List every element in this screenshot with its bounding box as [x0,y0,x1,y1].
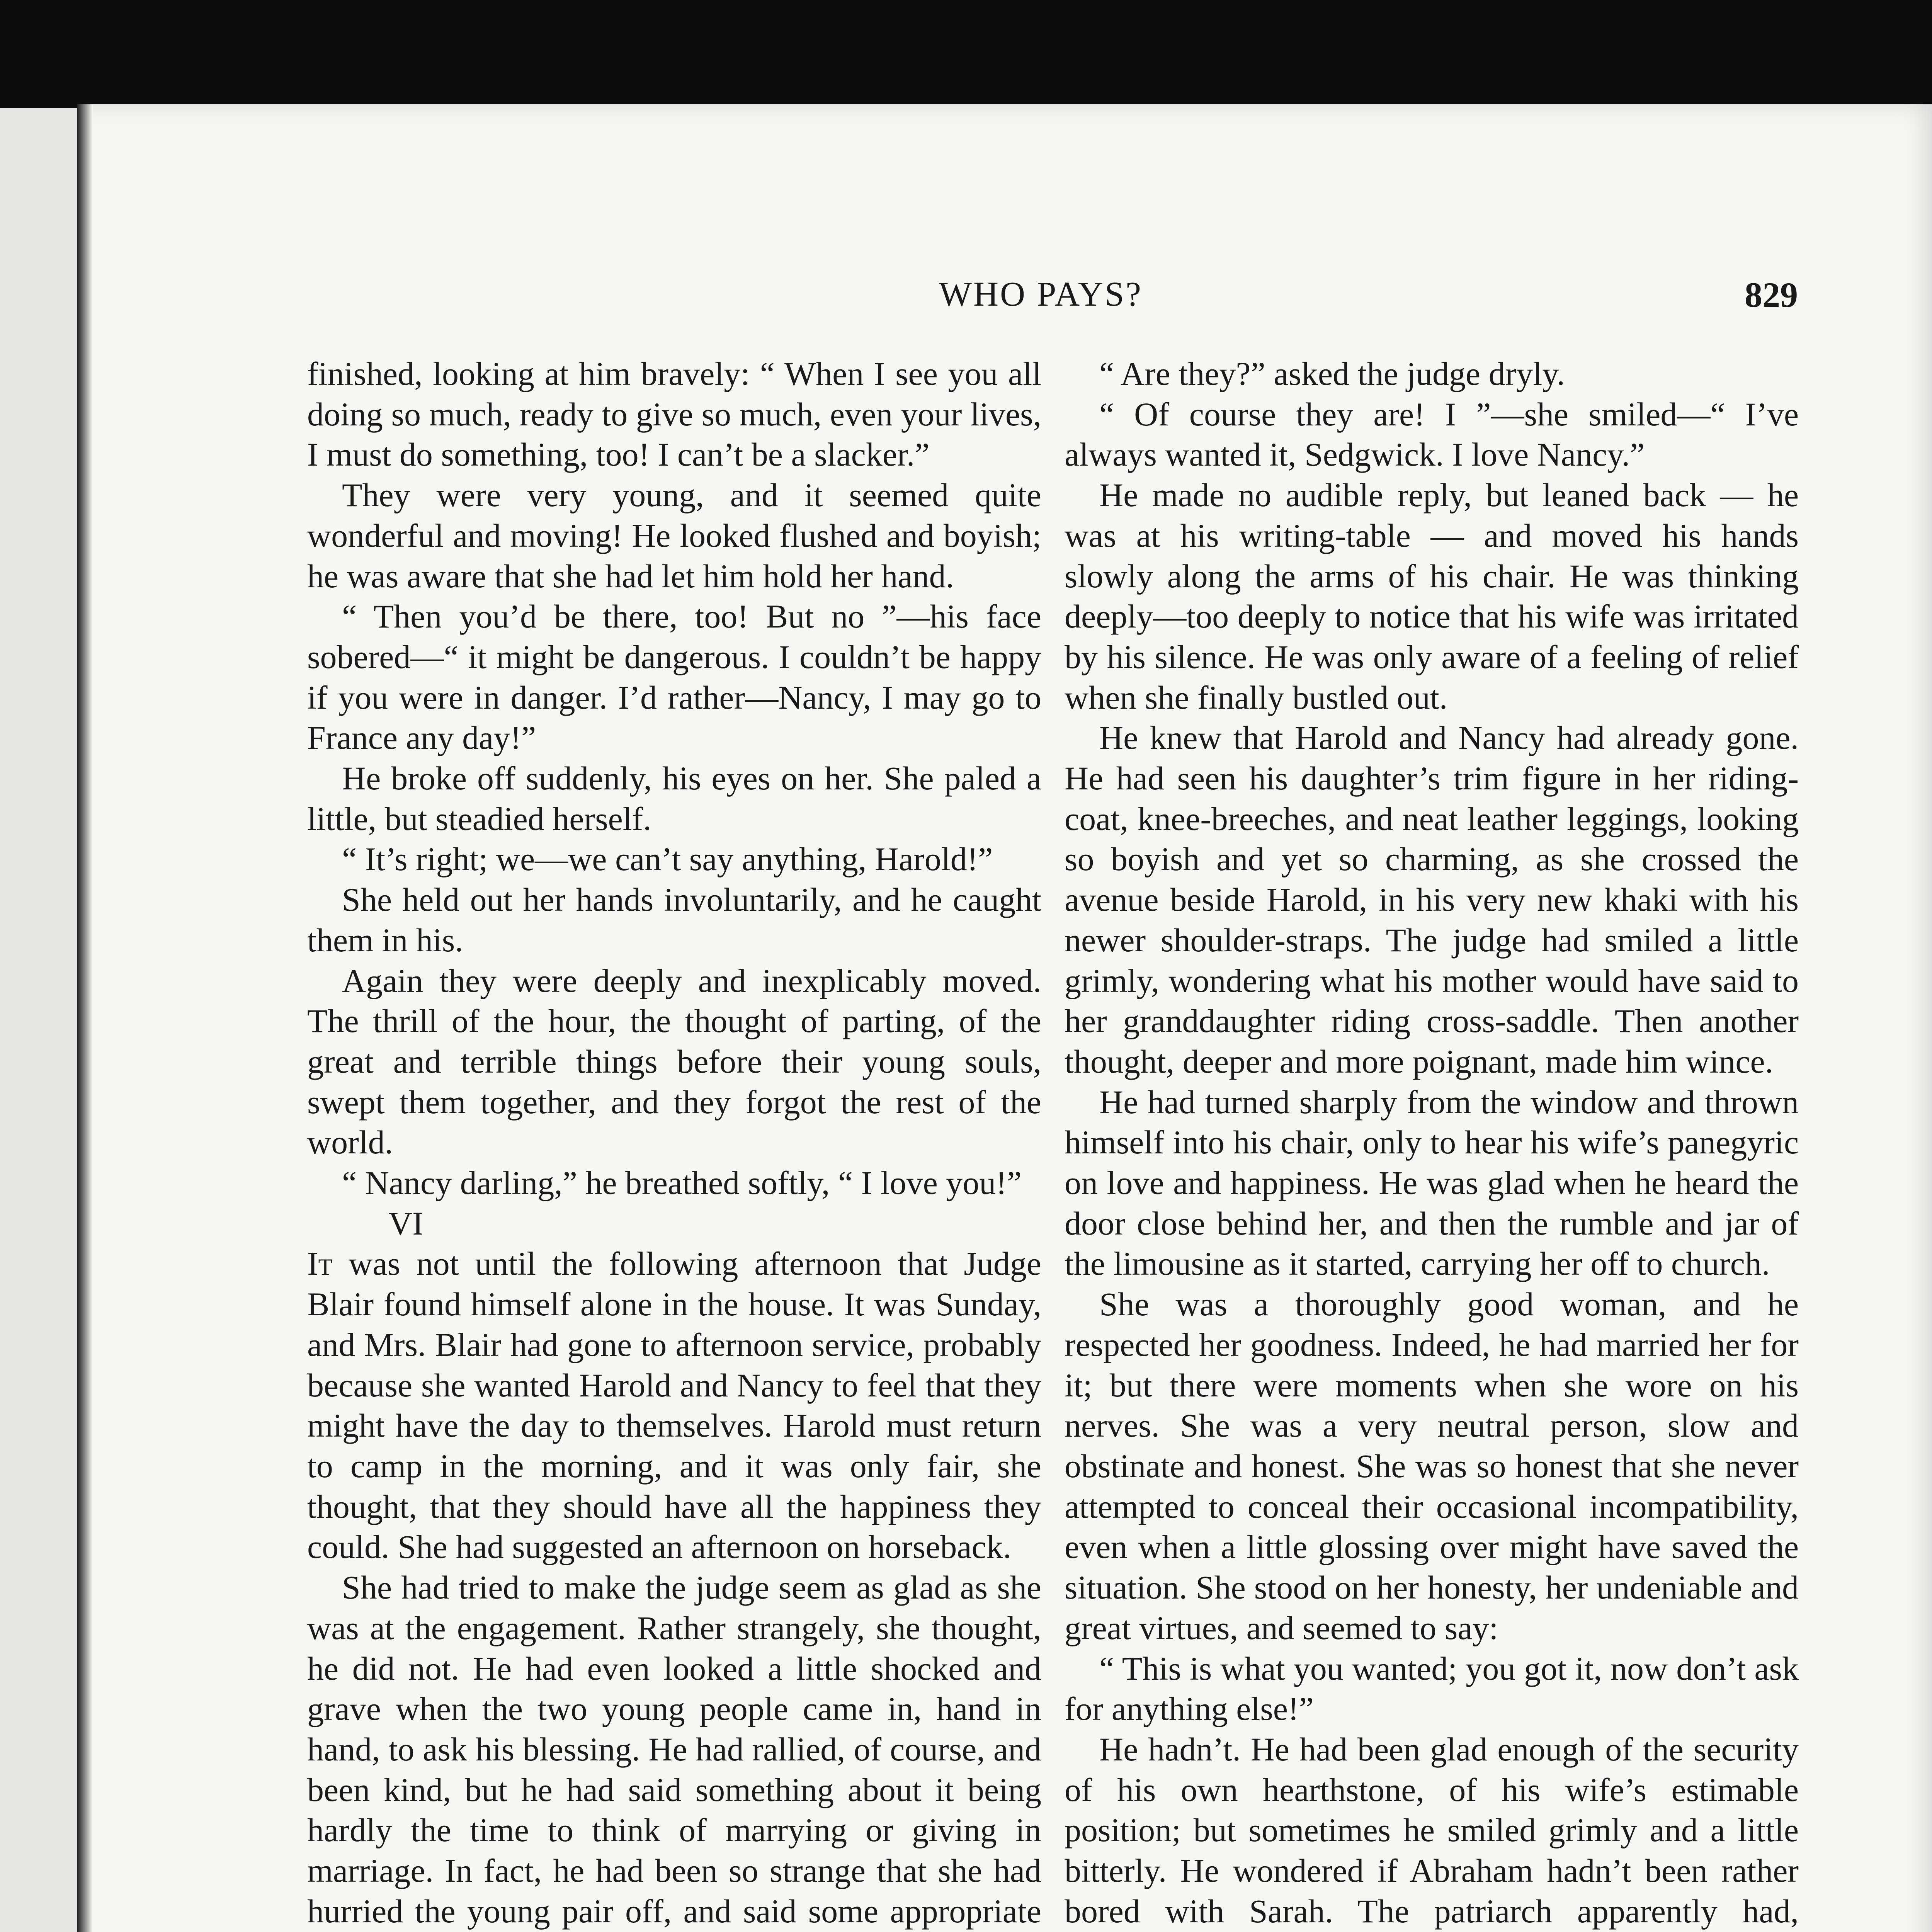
paragraph: “ Then you’d be there, too! But no ”—his face sobered—“ it might be dangerous. I couldn’t be happy if you were in danger. I’d rather—Nancy, I may go to France any day!” [307,598,1041,757]
paragraph: She held out her hands involuntarily, and he caught them in his. [307,881,1041,959]
paragraph: “ Nancy darling,” he breathed softly, “ I love you!” [342,1164,1022,1202]
paragraph: She was a thoroughly good woman, and he respected her goodness. Indeed, he had married her for it; but there were moments when she wore on his nerves. She was a very neutral person, slow and obstinate and honest. She was so honest that she never attempted to conceal their occasional incompatibility, even when a little glossing over might have saved the situation. She stood on her honesty, her undeniable and great virtues, and seemed to say: [1065,1286,1799,1646]
paragraph: He had turned sharply from the window and thrown himself into his chair, only to hear his wife’s panegyric on love and happiness. He was glad when he heard the door close behind her, and then the rumble and jar of the limousine as it started, carrying her off to church. [1065,1083,1799,1282]
paragraph: “ Are they?” asked the judge dryly. [1099,355,1565,392]
paragraph: He hadn’t. He had been glad enough of the security of his own hearthstone, of his wife’s estimable position; but sometimes he smiled grimly and a little bitterly. He wondered if Abraham hadn’t been rather bored with Sarah. The patriarch apparently had, [1065,1730,1799,1930]
gutter-shadow [77,104,93,1932]
paragraph: “ This is what you wanted; you got it, now don’t ask for anything else!” [1065,1650,1799,1728]
paragraph: She had tried to make the judge seem as glad as she was at the engagement. Rather strangely, she thought, he did not. He had even looked a little shocked and grave when the two young people came in, hand in hand, to ask his blessing. He had rallied, of course, and been kind, but he had said something about it being hardly the time to think of marrying or giving in marriage. In fact, he had been so strange that she had hurried the young pair off, and said some appropriate [307,1569,1041,1930]
section-opening-text: was not until the following afternoon that Judge Blair found himself alone in the house. It was Sunday, and Mrs. Blair had gone to afternoon service, probably because she wanted Harold and Nancy to feel that they might have the day to themselves. Harold must return to camp in the morning, and it was only fair, she thought, that they should have all the happiness they could. She had suggested an afternoon on horseback. [307,1245,1041,1566]
paragraph: finished, looking at him bravely: “ When I see you all doing so much, ready to give so much, even your lives, I must do something, too! I can’t be a slacker.” [307,355,1041,473]
section-lead-word: It [307,1245,333,1282]
section-heading: VI [388,1204,423,1242]
left-column [307,354,1041,1932]
paragraph: Again they were deeply and inexplicably moved. The thrill of the hour, the thought of parting, of the great and terrible things before their young souls, swept them together, and they forgot the rest of the world. [307,962,1041,1161]
running-head: WHO PAYS? [939,275,1143,313]
paragraph: He knew that Harold and Nancy had already gone. He had seen his daughter’s trim figure in her riding-coat, knee-breeches, and neat leather leggings, looking so boyish and yet so charming, as she crossed the avenue beside Harold, in his very new khaki with his newer shoulder-straps. The judge had smiled a little grimly, wondering what his mother would have said to her granddaughter riding cross-saddle. Then another thought, deeper and more poignant, made him wince. [1065,719,1799,1080]
page-number: 829 [1745,275,1798,315]
previous-page-edge [0,108,77,1932]
paragraph: “ Of course they are! I ”—she smiled—“ I’ve always wanted it, Sedgwick. I love Nancy.” [1065,395,1799,473]
paragraph: “ It’s right; we—we can’t say anything, Harold!” [342,840,993,878]
section-opening-paragraph [307,1243,1041,1567]
paragraph: He made no audible reply, but leaned back — he was at his writing-table — and moved his hands slowly along the arms of his chair. He was thinking deeply—too deeply to notice that his wife was irritated by his silence. He was only aware of a feeling of relief when she finally bustled out. [1065,476,1799,716]
paragraph: They were very young, and it seemed quite wonderful and moving! He looked flushed and boyish; he was aware that she had let him hold her hand. [307,476,1041,595]
paragraph: He broke off suddenly, his eyes on her. She paled a little, but steadied herself. [307,760,1041,837]
right-column [1065,354,1799,1932]
